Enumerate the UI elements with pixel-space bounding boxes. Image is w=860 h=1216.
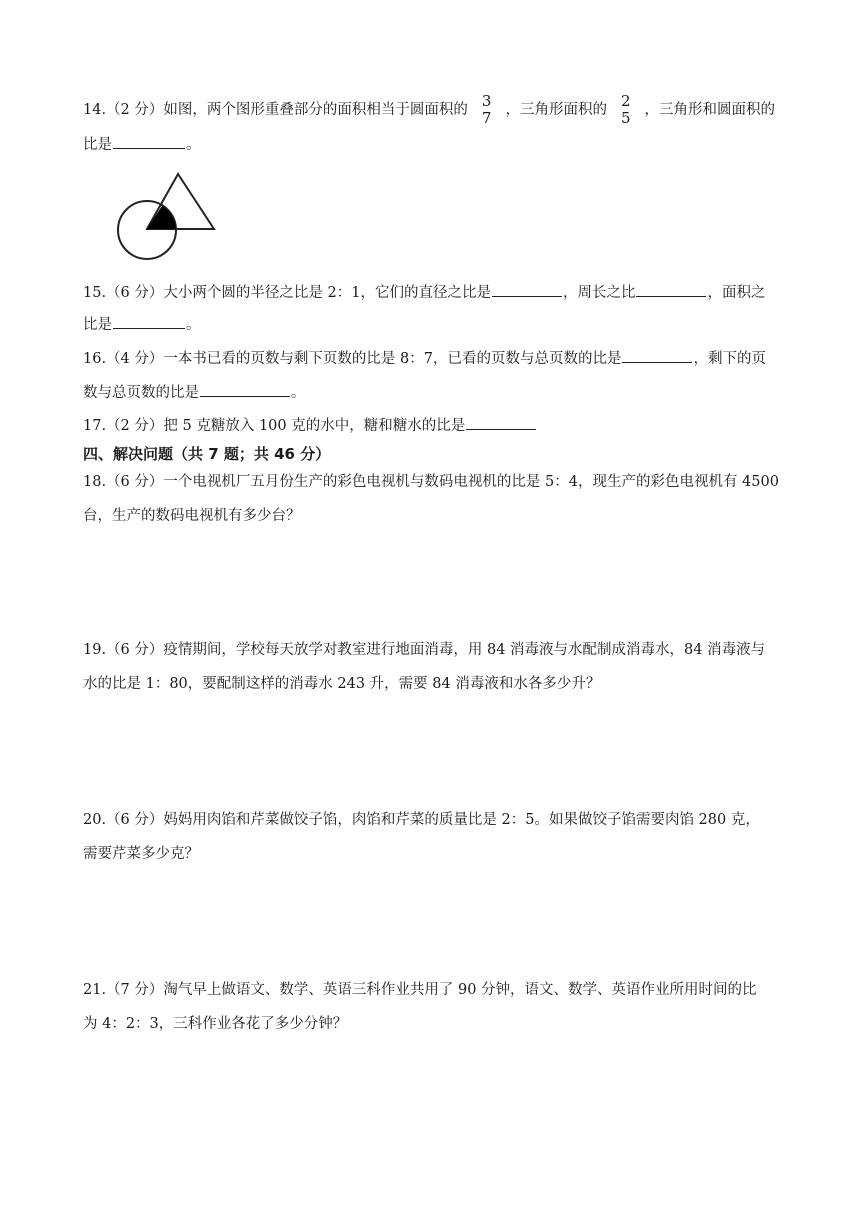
fraction-numerator: 2 (620, 92, 631, 110)
q16-part2: ，剩下的页 (693, 351, 766, 367)
q21-line2: 为 4：2：3，三科作业各花了多少分钟？ (83, 1016, 348, 1032)
circle-triangle-figure (114, 170, 218, 262)
q20-line2: 需要芹菜多少克？ (83, 846, 199, 862)
q18-line2: 台，生产的数码电视机有多少台？ (83, 508, 301, 524)
answer-blank[interactable] (492, 282, 562, 297)
q14-prefix: 14.（2 分）如图，两个图形重叠部分的面积相当于圆面积的 (83, 102, 468, 118)
answer-blank[interactable] (466, 415, 536, 430)
fraction-2-5 (621, 93, 631, 127)
q15-line1 (83, 282, 765, 303)
q16-line2-prefix: 数与总页数的比是 (83, 385, 199, 401)
q16-part1: 16.（4 分）一本书已看的页数与剩下页数的比是 8：7，已看的页数与总页数的比是 (83, 351, 622, 367)
overlap-region (147, 206, 176, 229)
q16-line1 (83, 348, 766, 369)
q15-line2-prefix: 比是 (83, 317, 112, 333)
q15-part1: 15.（6 分）大小两个圆的半径之比是 2：1，它们的直径之比是 (83, 285, 491, 301)
q14-line2-prefix: 比是 (83, 137, 112, 153)
answer-blank[interactable] (200, 382, 290, 397)
answer-blank[interactable] (622, 348, 692, 363)
fraction-3-7 (482, 93, 492, 127)
answer-blank[interactable] (113, 134, 185, 149)
q14-line2 (83, 134, 201, 155)
fraction-denominator: 5 (620, 109, 631, 127)
fraction-denominator: 7 (481, 109, 492, 127)
q18-line1: 18.（6 分）一个电视机厂五月份生产的彩色电视机与数码电视机的比是 5：4，现生产的彩色电视机有 4500 (83, 474, 779, 490)
q14-line2-suffix: 。 (186, 137, 201, 153)
q15-part3: ，面积之 (707, 285, 766, 301)
q16-line2 (83, 382, 306, 403)
answer-blank[interactable] (636, 282, 706, 297)
q14-line1 (83, 93, 775, 127)
q16-line2-suffix: 。 (291, 385, 306, 401)
fraction-numerator: 3 (481, 92, 492, 110)
q14-mid: ，三角形面积的 (505, 102, 607, 118)
q17-line1 (83, 415, 537, 436)
q19-line1: 19.（6 分）疫情期间，学校每天放学对教室进行地面消毒，用 84 消毒液与水配制成消毒水，84 消毒液与 (83, 642, 766, 658)
answer-blank[interactable] (113, 314, 185, 329)
q15-line2-suffix: 。 (186, 317, 201, 333)
q14-suffix: ，三角形和圆面积的 (644, 102, 775, 118)
q19-line2: 水的比是 1：80，要配制这样的消毒水 243 升，需要 84 消毒液和水各多少升？ (83, 676, 601, 692)
q21-line1: 21.（7 分）淘气早上做语文、数学、英语三科作业共用了 90 分钟，语文、数学、英语作业所用时间的比 (83, 982, 757, 998)
q20-line1: 20.（6 分）妈妈用肉馅和芹菜做饺子馅，肉馅和芹菜的质量比是 2：5。如果做饺子馅需要肉馅 280 克， (83, 812, 760, 828)
q15-part2: ，周长之比 (562, 285, 636, 301)
q17-text: 17.（2 分）把 5 克糖放入 100 克的水中，糖和糖水的比是 (83, 418, 466, 434)
section-heading: 四、解决问题（共 7 题；共 46 分） (83, 445, 331, 463)
q15-line2 (83, 314, 201, 335)
